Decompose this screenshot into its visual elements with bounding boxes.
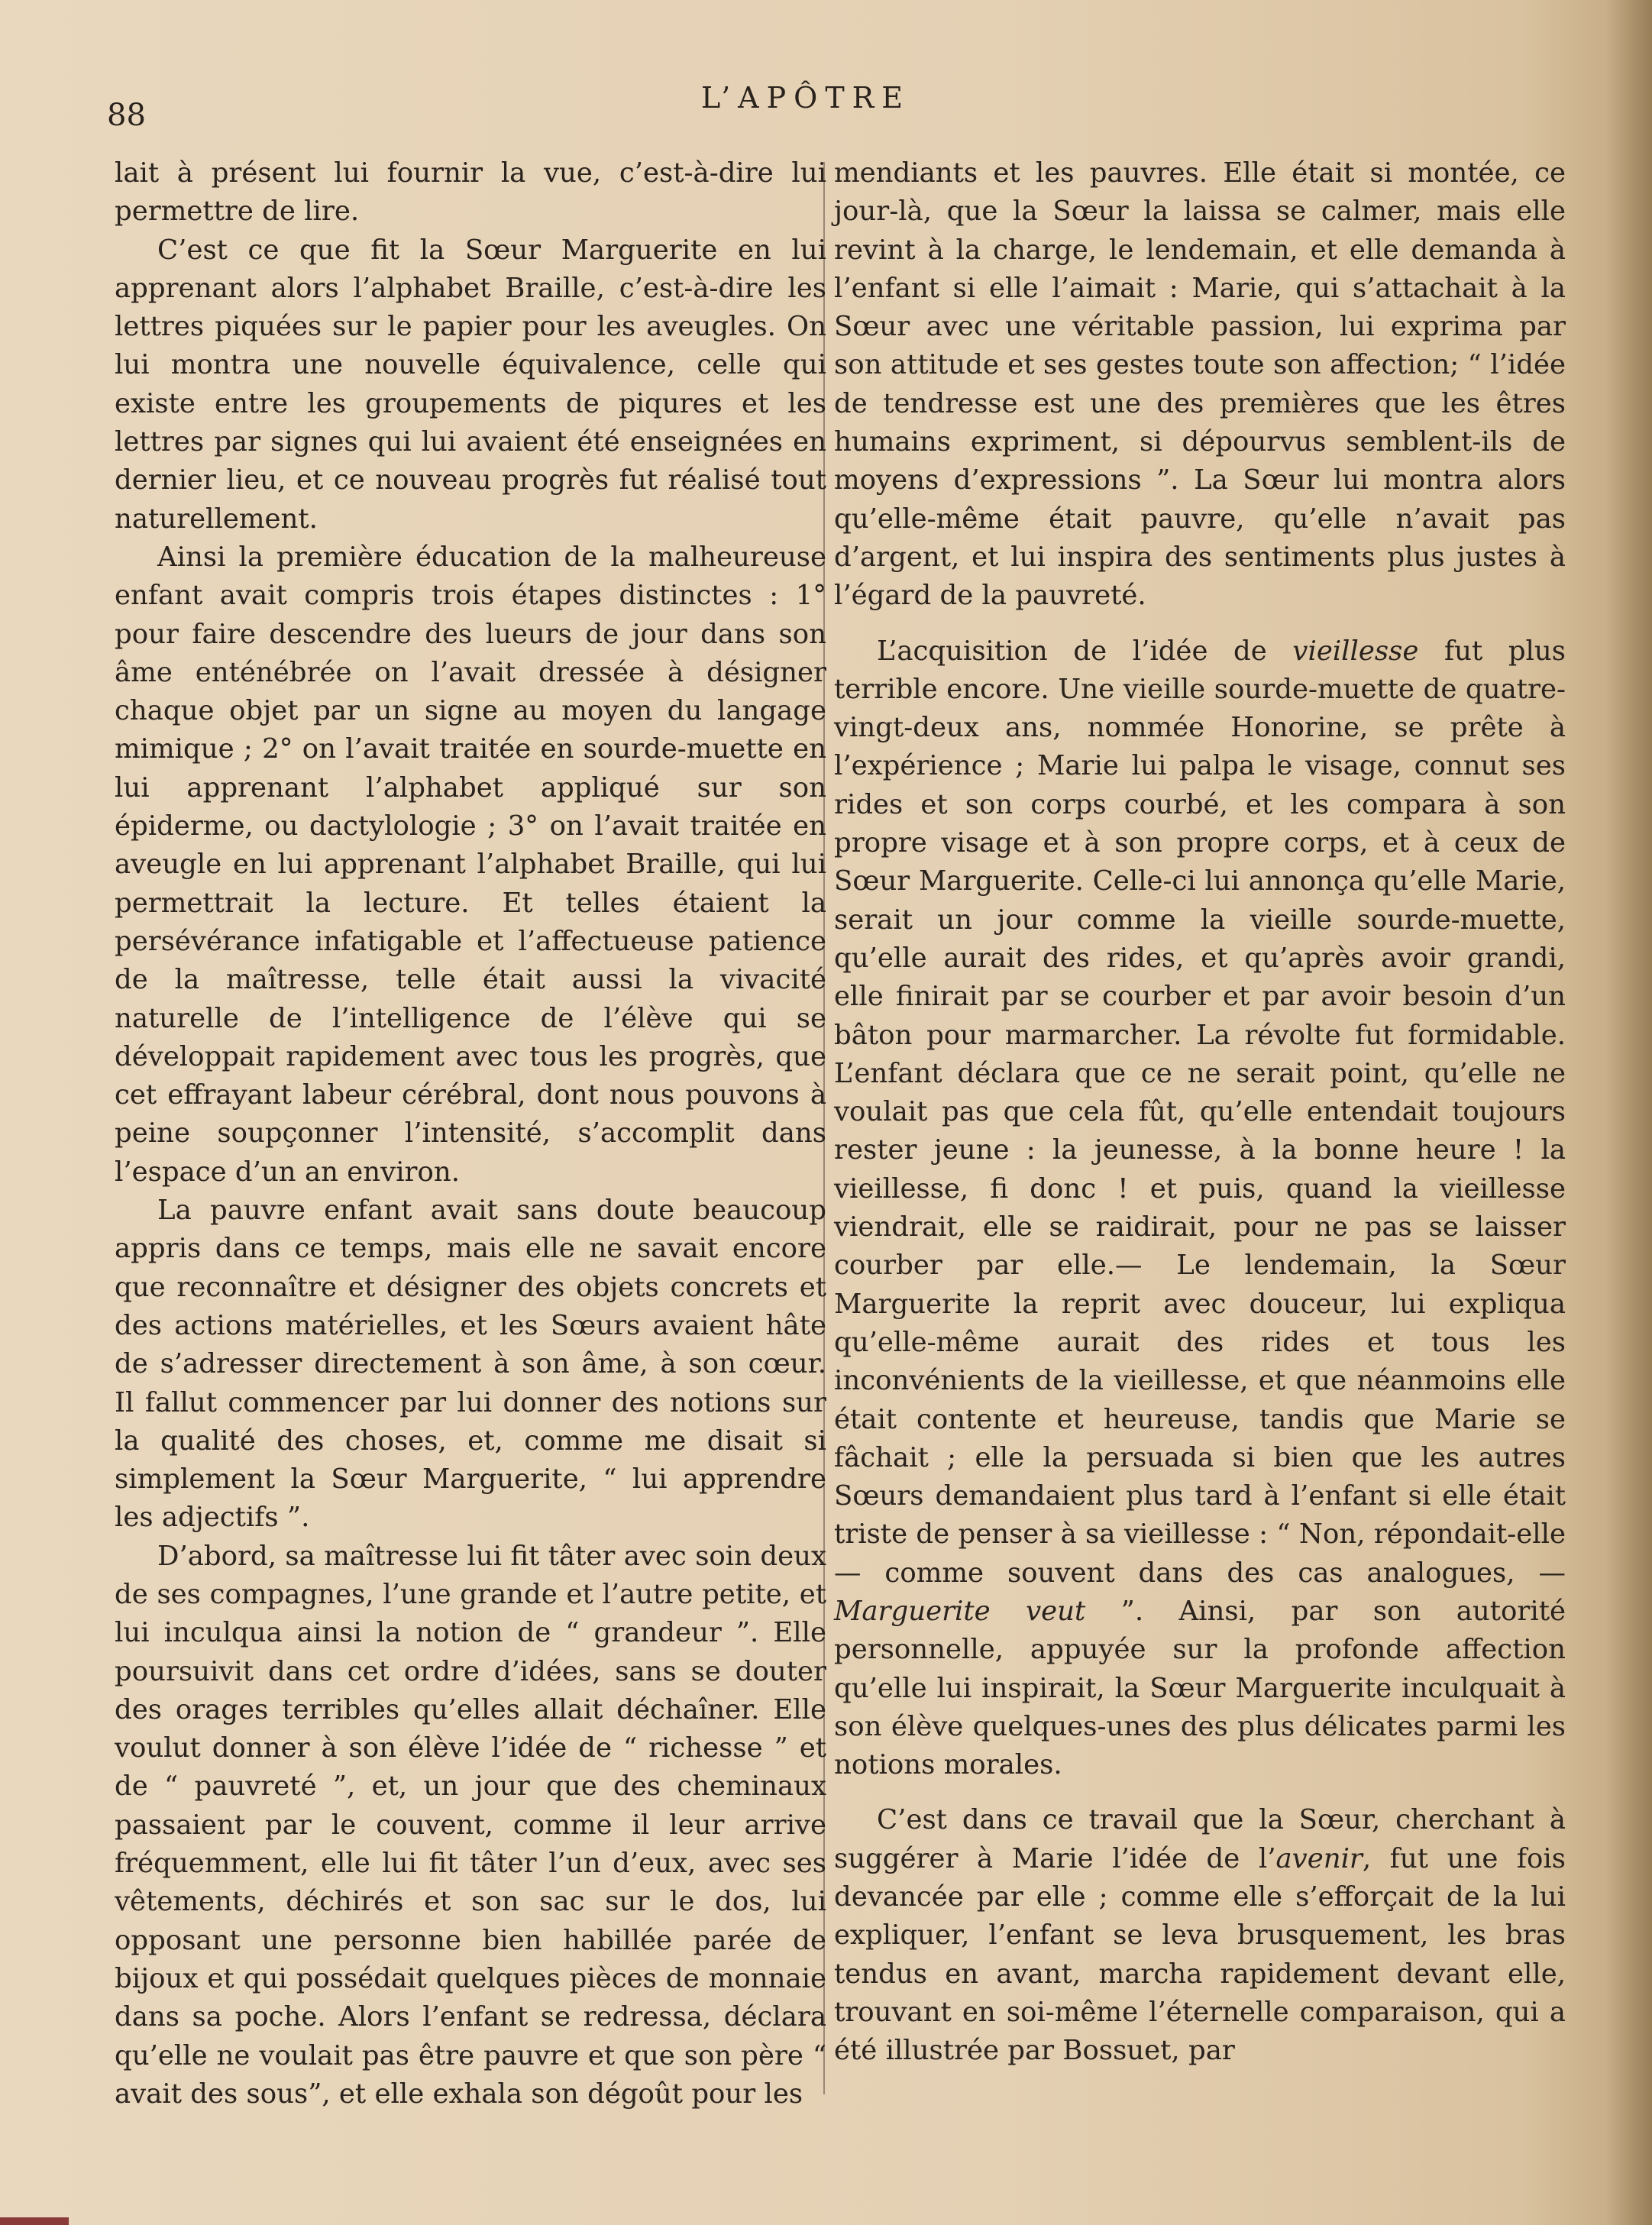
text-run: , fut une fois devancée par elle ; comme elle s’efforçait de la lui expliquer, l’enfant se leva brusquement, les bras tendus en avant, marcha rapidement devant elle, trouvant en soi-même l’éternelle comparaison, qui a été illustrée par Bossuet, par [834, 1842, 1566, 2067]
text-run: C’est dans ce travail que la Sœur, cherchant à suggérer à Marie l’idée de l’ [834, 1804, 1566, 1874]
left-column [115, 154, 826, 2113]
paragraph [834, 632, 1566, 1785]
text-run: ”. Ainsi, par son autorité personnelle, appuyée sur la profonde affection qu’elle lui inspirait, la Sœur Marguerite inculquait à son élève quelques-unes des plus délicates parmi les notions morales. [834, 1595, 1566, 1781]
page-edge-shadow [1606, 0, 1652, 2225]
text-run: fut plus terrible encore. Une vieille sourde-muette de quatre-vingt-deux ans, nommée Honorine, se prête à l’expérience ; Marie lui palpa le visage, connut ses rides et son corps courbé, et les compara à son propre visage et à son propre corps, et à ceux de Sœur Marguerite. Celle-ci lui annonça qu’elle Marie, serait un jour comme la vieille sourde-muette, qu’elle aurait des rides, et qu’après avoir grandi, elle finirait par se courber et par avoir besoin d’un bâton pour marmarcher. La révolte fut formidable. L’enfant déclara que ce ne serait point, qu’elle ne voulait pas que cela fût, qu’elle entendait toujours rester jeune : la jeunesse, à la bonne heure ! la vieillesse, fi donc ! et puis, quand la vieillesse viendrait, elle se raidirait, pour ne pas se laisser courber par elle.— Le lendemain, la Sœur Marguerite la reprit avec douceur, lui expliqua qu’elle-même aurait des rides et tous les inconvénients de la vieillesse, et que néanmoins elle était contente et heureuse, tandis que Marie se fâchait ; elle la persuada si bien que les autres Sœurs demandaient plus tard à l’enfant si elle était triste de penser à sa vieillesse : “ Non, répondait-elle — comme souvent dans des cas analogues, — [834, 635, 1566, 1589]
right-column [834, 154, 1566, 2071]
paragraph [834, 1801, 1566, 2070]
italic-phrase: Marguerite veut [834, 1595, 1086, 1627]
italic-word: vieillesse [1292, 635, 1419, 667]
italic-word: avenir [1275, 1842, 1363, 1874]
paragraph: mendiants et les pauvres. Elle était si montée, ce jour-là, que la Sœur la laissa se calmer, mais elle revint à la charge, le lendemain, et elle demanda à l’enfant si elle l’aimait : Marie, qui s’attachait à la Sœur avec une véritable passion, lui exprima par son attitude et ses gestes toute son affection; “ l’idée de tendresse est une des premières que les êtres humains expriment, si dépourvus semblent-ils de moyens d’expressions ”. La Sœur lui montra alors qu’elle-même était pauvre, qu’elle n’avait pas d’argent, et lui inspira des sentiments plus justes à l’égard de la pauvreté. [834, 157, 1566, 612]
text-run: L’acquisition de l’idée de [877, 635, 1293, 667]
running-head: L’APÔTRE [700, 81, 911, 115]
paragraph: La pauvre enfant avait sans doute beaucoup appris dans ce temps, mais elle ne savait encore que reconnaître et désigner des objets concrets et des actions matérielles, et les Sœurs avaient hâte de s’adresser directement à son âme, à son cœur. Il fallut commencer par lui donner des notions sur la qualité des choses, et, comme me disait si simplement la Sœur Marguerite, “ lui apprendre les adjectifs ”. [115, 1195, 826, 1534]
corner-tab [0, 2217, 69, 2225]
page-number: 88 [107, 98, 146, 133]
paragraph: Ainsi la première éducation de la malheureuse enfant avait compris trois étapes distinctes : 1° pour faire descendre des lueurs de jour dans son âme enténébrée on l’avait dressée à désigner chaque objet par un signe au moyen du langage mimique ; 2° on l’avait traitée en sourde-muette en lui apprenant l’alphabet appliqué sur son épiderme, ou dactylologie ; 3° on l’avait traitée en aveugle en lui apprenant l’alphabet Braille, qui lui permettrait la lecture. Et telles étaient la persévérance infatigable et l’affectueuse patience de la maîtresse, telle était aussi la vivacité naturelle de l’intelligence de l’élève qui se développait rapidement avec tous les progrès, que cet effrayant labeur cérébral, dont nous pouvons à peine soupçonner l’intensité, s’accomplit dans l’espace d’un an environ. [115, 541, 826, 1188]
paragraph: C’est ce que fit la Sœur Marguerite en lui apprenant alors l’alphabet Braille, c’est-à-dire les lettres piquées sur le papier pour les aveugles. On lui montra une nouvelle équivalence, celle qui existe entre les groupements de piqures et les lettres par signes qui lui avaient été enseignées en dernier lieu, et ce nouveau progrès fut réalisé tout naturellement. [115, 234, 826, 535]
paragraph: D’abord, sa maîtresse lui fit tâter avec soin deux de ses compagnes, l’une grande et l’autre petite, et lui inculqua ainsi la notion de “ grandeur ”. Elle poursuivit dans cet ordre d’idées, sans se douter des orages terribles qu’elles allait déchaîner. Elle voulut donner à son élève l’idée de “ richesse ” et de “ pauvreté ”, et, un jour que des cheminaux passaient par le couvent, comme il leur arrive fréquemment, elle lui fit tâter l’un d’eux, avec ses vêtements, déchirés et son sac sur le dos, lui opposant une personne bien habillée parée de bijoux et qui possédait quelques pièces de monnaie dans sa poche. Alors l’enfant se redressa, déclara qu’elle ne voulait pas être pauvre et que son père “ avait des sous”, et elle exhala son dégoût pour les [115, 1540, 826, 2110]
paragraph: lait à présent lui fournir la vue, c’est-à-dire lui permettre de lire. [115, 157, 826, 228]
